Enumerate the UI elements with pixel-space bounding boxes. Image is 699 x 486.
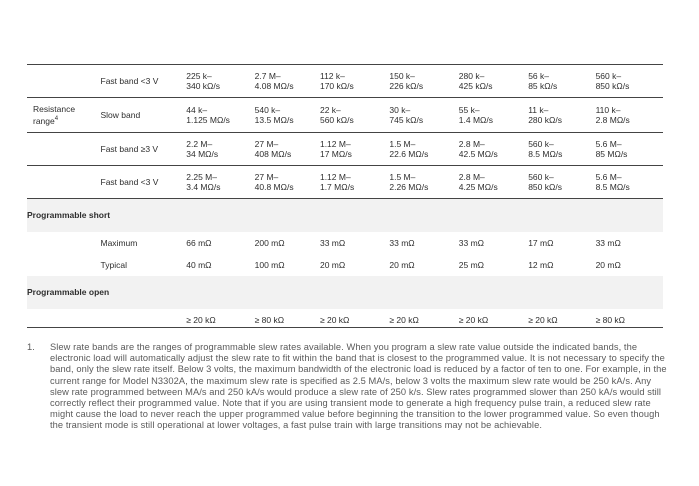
value-cell: 2.2 M– 34 MΩ/s <box>186 133 254 166</box>
value-cell: 2.8 M– 4.25 MΩ/s <box>459 166 528 199</box>
value-cell: 200 mΩ <box>254 237 285 248</box>
value-cell: 540 k– 13.5 MΩ/s <box>255 98 320 133</box>
row-label: Typical <box>100 259 127 270</box>
value-cell: 112 k– 170 kΩ/s <box>320 65 389 98</box>
range-row <box>27 65 663 98</box>
footnote-text: Slew rate bands are the ranges of programmable slew rates available. When you program a slew rate value outside the indicated bands, the electronic load will automatically adjust the slew rate to fit within the band that is closest to the programmed value. It is not necessary to specify the band, only the slew rate itself. Below 3 volts, the maximum bandwidth of the electronic load is reduced by a factor of ten to one. For example, in the current range for Model N3302A, the maximum slew rate is specified as 2.5 MA/s, below 3 volts the maximum slew rate would be 250 kA/s. Any slew rate programmed between MA/s and 250 kA/s would produce a slew rate of 250 k/s. Slew rates programmed slower than 250 kA/s would still correctly reflect their programmed value. Note that if you are using transient mode to generate a high frequency pulse train, a reduced slew rate might cause the load to never reach the upper programmed value before beginning the transition to the lower programmed value. So even though the transient mode is still operational at lower voltages, a fast pulse train with large transitions may not be achievable. <box>50 342 667 431</box>
value-cell: 40 mΩ <box>186 259 212 270</box>
footnote-ref: 4 <box>54 116 59 123</box>
value-cell: 2.7 M– 4.08 MΩ/s <box>255 65 320 98</box>
range-row <box>27 98 663 133</box>
section-title: Programmable open <box>27 276 663 309</box>
value-cell: 27 M– 408 MΩ/s <box>255 133 320 166</box>
group-label-empty <box>27 166 101 199</box>
value-cell: 27 M– 40.8 MΩ/s <box>255 166 320 199</box>
value-cell: 225 k– 340 kΩ/s <box>186 65 254 98</box>
value-cell: 2.25 M– 3.4 MΩ/s <box>186 166 254 199</box>
range-row <box>27 166 663 199</box>
value-cell: 44 k– 1.125 MΩ/s <box>186 98 254 133</box>
band-label: Fast band ≥3 V <box>101 133 187 166</box>
value-cell: 20 mΩ <box>319 259 346 270</box>
short-row-typical <box>27 254 663 276</box>
value-cell: 25 mΩ <box>458 259 485 270</box>
value-cell: 5.6 M– 85 MΩ/s <box>596 133 663 166</box>
footnote-number: 1. <box>27 342 35 352</box>
band-label: Fast band <3 V <box>101 65 187 98</box>
specification-table <box>27 64 663 331</box>
value-cell: 33 mΩ <box>389 237 415 248</box>
value-cell: 1.5 M– 22.6 MΩ/s <box>389 133 458 166</box>
range-row <box>27 133 663 166</box>
empty-cell <box>27 232 101 254</box>
value-cell: 22 k– 560 kΩ/s <box>320 98 389 133</box>
value-cell: 560 k– 850 kΩ/s <box>596 65 663 98</box>
section-header-short <box>27 199 663 233</box>
value-cell: ≥ 80 kΩ <box>595 314 626 325</box>
empty-cell <box>27 254 101 276</box>
value-cell: ≥ 20 kΩ <box>458 314 489 325</box>
group-label-empty <box>27 133 101 166</box>
group-label: Resistance range$^4$ <box>27 98 101 133</box>
row-label: Maximum <box>100 237 138 248</box>
value-cell: ≥ 20 kΩ <box>528 314 558 325</box>
value-cell: 30 k– 745 kΩ/s <box>389 98 458 133</box>
value-cell: 1.12 M– 17 MΩ/s <box>320 133 389 166</box>
value-cell: 55 k– 1.4 MΩ/s <box>459 98 528 133</box>
value-cell: ≥ 20 kΩ <box>389 314 419 325</box>
value-cell: 280 k– 425 kΩ/s <box>459 65 528 98</box>
value-cell: 560 k– 8.5 MΩ/s <box>528 133 595 166</box>
band-label: Fast band <3 V <box>101 166 187 199</box>
value-cell: 150 k– 226 kΩ/s <box>389 65 458 98</box>
short-row-maximum <box>27 232 663 254</box>
value-cell: 5.6 M– 8.5 MΩ/s <box>596 166 663 199</box>
value-cell: 56 k– 85 kΩ/s <box>528 65 595 98</box>
table-bottom-rule <box>27 327 663 328</box>
value-cell: 33 mΩ <box>595 237 621 248</box>
value-cell: 20 mΩ <box>389 259 415 270</box>
value-cell: 20 mΩ <box>595 259 621 270</box>
value-cell: 17 mΩ <box>528 237 554 248</box>
value-cell: 66 mΩ <box>186 237 212 248</box>
value-cell: 11 k– 280 kΩ/s <box>528 98 595 133</box>
band-label: Slow band <box>101 98 187 133</box>
value-cell: ≥ 20 kΩ <box>319 314 350 325</box>
value-cell: 33 mΩ <box>458 237 485 248</box>
section-title: Programmable short <box>27 199 663 233</box>
value-cell: 100 mΩ <box>254 259 285 270</box>
value-cell: ≥ 80 kΩ <box>254 314 285 325</box>
value-cell: 33 mΩ <box>319 237 346 248</box>
value-cell: 560 k– 850 kΩ/s <box>528 166 595 199</box>
value-cell: ≥ 20 kΩ <box>186 314 216 325</box>
value-cell: 110 k– 2.8 MΩ/s <box>596 98 663 133</box>
value-cell: 1.12 M– 1.7 MΩ/s <box>320 166 389 199</box>
value-cell: 1.5 M– 2.26 MΩ/s <box>389 166 458 199</box>
value-cell: 2.8 M– 42.5 MΩ/s <box>459 133 528 166</box>
value-cell: 12 mΩ <box>528 259 554 270</box>
section-header-open <box>27 276 663 309</box>
group-label-empty <box>27 65 101 98</box>
